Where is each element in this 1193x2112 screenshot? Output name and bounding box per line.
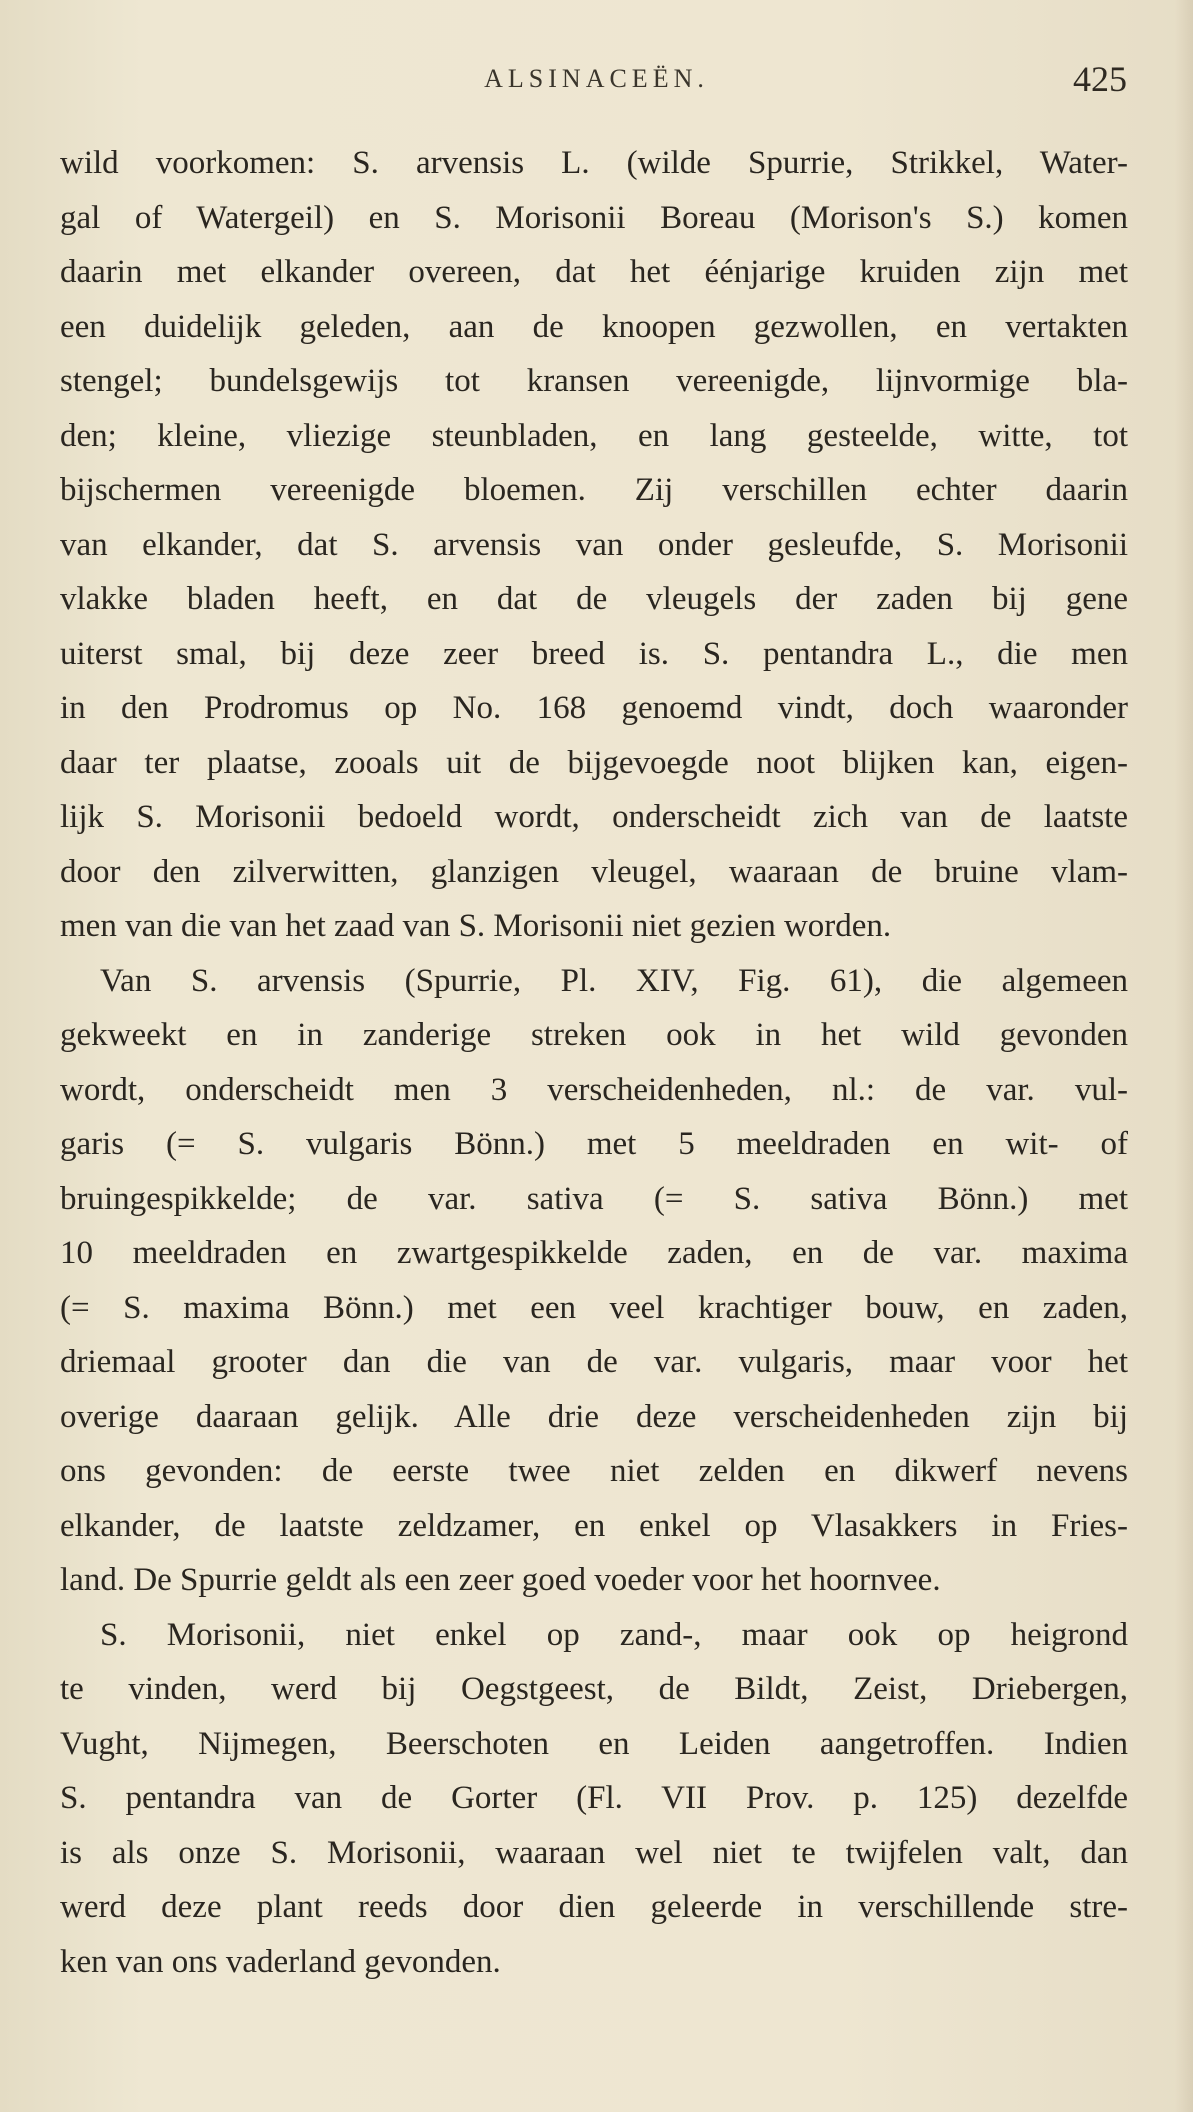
text-line: uiterst smal, bij deze zeer breed is. S. pentandra L., die men	[60, 635, 1128, 672]
text-line: Vught, Nijmegen, Beerschoten en Leiden aangetroffen. Indien	[60, 1725, 1128, 1762]
running-head	[0, 58, 1193, 102]
text-line: is als onze S. Morisonii, waaraan wel niet te twijfelen valt, dan	[60, 1834, 1128, 1871]
text-line: S. Morisonii, niet enkel op zand-, maar ook op heigrond	[100, 1616, 1128, 1653]
text-line: bruingespikkelde; de var. sativa (= S. sativa Bönn.) met	[60, 1180, 1128, 1217]
text-line: lijk S. Morisonii bedoeld wordt, onderscheidt zich van de laatste	[60, 799, 1128, 835]
text-line: S. pentandra van de Gorter (Fl. VII Prov. p. 125) dezelfde	[60, 1780, 1128, 1816]
text-line: ken van ons vaderland gevonden.	[60, 1943, 501, 1980]
text-line: door den zilverwitten, glanzigen vleugel, waaraan de bruine vlam-	[60, 853, 1128, 890]
text-line: werd deze plant reeds door dien geleerde in verschillende stre-	[60, 1889, 1128, 1925]
text-line: land. De Spurrie geldt als een zeer goed voeder voor het hoornvee.	[60, 1562, 941, 1598]
running-head-title: ALSINACEËN.	[484, 64, 709, 93]
text-line: bijschermen vereenigde bloemen. Zij verschillen echter daarin	[60, 472, 1128, 508]
text-line: een duidelijk geleden, aan de knoopen gezwollen, en vertakten	[60, 308, 1128, 345]
text-line: ons gevonden: de eerste twee niet zelden en dikwerf nevens	[60, 1453, 1128, 1489]
text-line: daarin met elkander overeen, dat het éénjarige kruiden zijn met	[60, 254, 1128, 290]
text-line: wordt, onderscheidt men 3 verscheidenheden, nl.: de var. vul-	[60, 1071, 1128, 1108]
text-line: 10 meeldraden en zwartgespikkelde zaden, en de var. maxima	[60, 1235, 1128, 1271]
text-line: daar ter plaatse, zooals uit de bijgevoegde noot blijken kan, eigen-	[60, 744, 1128, 781]
text-line: in den Prodromus op No. 168 genoemd vindt, doch waaronder	[60, 690, 1128, 726]
text-line: men van die van het zaad van S. Morisonii niet gezien worden.	[60, 908, 892, 944]
text-line: stengel; bundelsgewijs tot kransen vereenigde, lijnvormige bla-	[60, 363, 1128, 399]
text-line: vlakke bladen heeft, en dat de vleugels der zaden bij gene	[60, 581, 1128, 617]
text-line: gekweekt en in zanderige streken ook in het wild gevonden	[60, 1017, 1128, 1053]
text-line: garis (= S. vulgaris Bönn.) met 5 meeldraden en wit- of	[60, 1126, 1128, 1162]
body-text	[60, 136, 1128, 1989]
text-line: driemaal grooter dan die van de var. vulgaris, maar voor het	[60, 1344, 1128, 1380]
text-line: gal of Watergeil) en S. Morisonii Boreau (Morison's S.) komen	[60, 199, 1128, 236]
text-line: Van S. arvensis (Spurrie, Pl. XIV, Fig. 61), die algemeen	[100, 962, 1128, 999]
page-edge-shadow	[1175, 0, 1193, 2112]
page-number: 425	[1073, 59, 1127, 99]
text-line: van elkander, dat S. arvensis van onder gesleufde, S. Morisonii	[60, 526, 1128, 563]
text-line: elkander, de laatste zeldzamer, en enkel op Vlasakkers in Fries-	[60, 1507, 1128, 1544]
text-line: (= S. maxima Bönn.) met een veel krachtiger bouw, en zaden,	[60, 1289, 1128, 1326]
text-line: den; kleine, vliezige steunbladen, en lang gesteelde, witte, tot	[60, 417, 1128, 454]
text-line: overige daaraan gelijk. Alle drie deze verscheidenheden zijn bij	[60, 1398, 1128, 1435]
text-line: wild voorkomen: S. arvensis L. (wilde Spurrie, Strikkel, Water-	[60, 145, 1128, 181]
text-line: te vinden, werd bij Oegstgeest, de Bildt, Zeist, Driebergen,	[60, 1671, 1128, 1707]
